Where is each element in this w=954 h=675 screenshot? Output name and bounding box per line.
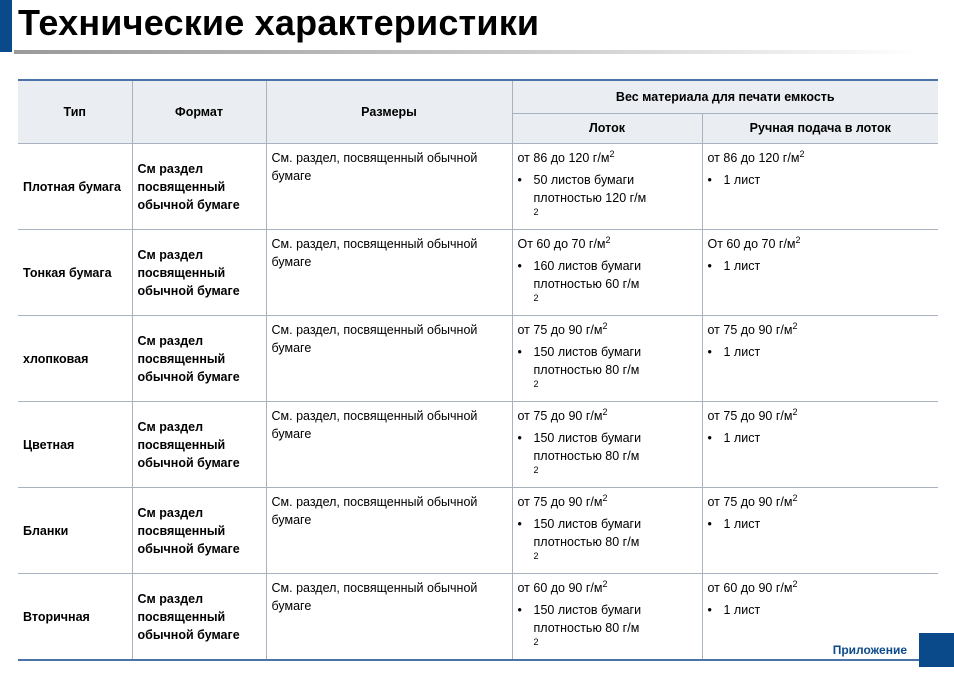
manual-bullet-text: • 1 лист bbox=[723, 430, 761, 445]
format-line: посвященный bbox=[137, 523, 226, 538]
tray-range bbox=[518, 493, 697, 511]
manual-bullet-text: • 1 лист bbox=[723, 602, 761, 617]
tray-bullet-line-2 bbox=[534, 533, 697, 569]
superscript: 2 bbox=[792, 492, 798, 503]
manual-range-text: От 60 до 70 г/м bbox=[707, 236, 796, 251]
cell-format bbox=[132, 401, 266, 487]
title-underline bbox=[14, 50, 919, 54]
cell-format bbox=[132, 229, 266, 315]
cell-sizes: См. раздел, посвященный обычной бумаге bbox=[266, 229, 512, 315]
tray-bullet-line-1: • 150 листов бумаги bbox=[533, 430, 642, 445]
superscript: 2 bbox=[605, 234, 611, 245]
manual-range bbox=[708, 493, 934, 511]
footer-section-label: Приложение bbox=[832, 643, 907, 657]
cell-type: Вторичная bbox=[18, 573, 132, 660]
manual-bullet-text: • 1 лист bbox=[723, 258, 761, 273]
tray-range bbox=[518, 149, 697, 167]
cell-tray bbox=[512, 315, 702, 401]
cell-format bbox=[132, 143, 266, 229]
superscript: 2 bbox=[602, 320, 608, 331]
format-line: посвященный bbox=[137, 437, 226, 452]
manual-bullet bbox=[708, 257, 934, 275]
superscript: 2 bbox=[799, 148, 805, 159]
cell-sizes: См. раздел, посвященный обычной бумаге bbox=[266, 143, 512, 229]
page-number-block bbox=[919, 633, 954, 667]
cell-tray bbox=[512, 573, 702, 660]
tray-bullet-line-2 bbox=[534, 189, 697, 225]
manual-bullet bbox=[708, 171, 934, 189]
superscript: 2 bbox=[533, 206, 539, 217]
tray-bullet bbox=[518, 601, 697, 655]
superscript: 2 bbox=[602, 406, 608, 417]
tray-range bbox=[518, 407, 697, 425]
cell-sizes: См. раздел, посвященный обычной бумаге bbox=[266, 401, 512, 487]
superscript: 2 bbox=[533, 636, 539, 647]
header-weight-group: Вес материала для печати емкость bbox=[512, 80, 938, 113]
manual-bullet-text: • 1 лист bbox=[723, 344, 761, 359]
cell-manual bbox=[702, 229, 938, 315]
cell-type: Бланки bbox=[18, 487, 132, 573]
superscript: 2 bbox=[602, 492, 608, 503]
superscript: 2 bbox=[792, 406, 798, 417]
cell-sizes: См. раздел, посвященный обычной бумаге bbox=[266, 487, 512, 573]
table-row bbox=[18, 229, 938, 315]
format-line: См раздел bbox=[137, 161, 204, 176]
format-line: обычной бумаге bbox=[137, 455, 240, 470]
format-line: См раздел bbox=[137, 247, 204, 262]
cell-tray bbox=[512, 143, 702, 229]
cell-sizes: См. раздел, посвященный обычной бумаге bbox=[266, 573, 512, 660]
tray-bullet bbox=[518, 429, 697, 483]
tray-bullet-line-2-text: плотностью 60 г/м bbox=[533, 276, 640, 291]
manual-bullet-text: • 1 лист bbox=[723, 172, 761, 187]
cell-format bbox=[132, 315, 266, 401]
table-row bbox=[18, 487, 938, 573]
manual-bullet bbox=[708, 429, 934, 447]
table-body bbox=[18, 143, 938, 660]
superscript: 2 bbox=[602, 578, 608, 589]
tray-range-text: от 75 до 90 г/м bbox=[517, 494, 603, 509]
format-line: См раздел bbox=[137, 505, 204, 520]
table-row bbox=[18, 401, 938, 487]
format-line: посвященный bbox=[137, 351, 226, 366]
tray-bullet-line-1: • 150 листов бумаги bbox=[533, 602, 642, 617]
superscript: 2 bbox=[533, 550, 539, 561]
cell-tray bbox=[512, 487, 702, 573]
format-line: обычной бумаге bbox=[137, 369, 240, 384]
tray-range-text: От 60 до 70 г/м bbox=[517, 236, 606, 251]
cell-format bbox=[132, 487, 266, 573]
tray-bullet-line-2-text: плотностью 80 г/м bbox=[533, 362, 640, 377]
cell-manual bbox=[702, 487, 938, 573]
tray-range-text: от 86 до 120 г/м bbox=[517, 150, 610, 165]
manual-bullet bbox=[708, 515, 934, 533]
manual-range bbox=[708, 321, 934, 339]
format-line: посвященный bbox=[137, 609, 226, 624]
tray-bullet bbox=[518, 171, 697, 225]
manual-range-text: от 75 до 90 г/м bbox=[707, 494, 793, 509]
tray-bullet-line-2 bbox=[534, 361, 697, 397]
table-row bbox=[18, 143, 938, 229]
tray-range-text: от 75 до 90 г/м bbox=[517, 408, 603, 423]
format-line: обычной бумаге bbox=[137, 541, 240, 556]
header-format: Формат bbox=[132, 80, 266, 143]
superscript: 2 bbox=[792, 578, 798, 589]
format-line: посвященный bbox=[137, 265, 226, 280]
tray-bullet-line-1: • 150 листов бумаги bbox=[533, 516, 642, 531]
format-line: См раздел bbox=[137, 333, 204, 348]
cell-sizes: См. раздел, посвященный обычной бумаге bbox=[266, 315, 512, 401]
tray-range bbox=[518, 235, 697, 253]
tray-bullet-line-1: • 160 листов бумаги bbox=[533, 258, 642, 273]
tray-range bbox=[518, 321, 697, 339]
cell-type: Тонкая бумага bbox=[18, 229, 132, 315]
tray-bullet-line-2 bbox=[534, 619, 697, 655]
manual-range-text: от 60 до 90 г/м bbox=[707, 580, 793, 595]
tray-range bbox=[518, 579, 697, 597]
header-sizes: Размеры bbox=[266, 80, 512, 143]
tray-bullet-line-2 bbox=[534, 275, 697, 311]
header-type: Тип bbox=[18, 80, 132, 143]
tray-bullet-line-2-text: плотностью 80 г/м bbox=[533, 448, 640, 463]
superscript: 2 bbox=[609, 148, 615, 159]
cell-tray bbox=[512, 401, 702, 487]
tray-bullet bbox=[518, 257, 697, 311]
format-line: посвященный bbox=[137, 179, 226, 194]
tray-bullet-line-2-text: плотностью 120 г/м bbox=[533, 190, 647, 205]
format-line: обычной бумаге bbox=[137, 283, 240, 298]
superscript: 2 bbox=[795, 234, 801, 245]
table-row bbox=[18, 315, 938, 401]
page-title: Технические характеристики bbox=[18, 2, 540, 43]
spec-table bbox=[18, 79, 938, 661]
title-accent-bar bbox=[0, 0, 12, 52]
superscript: 2 bbox=[792, 320, 798, 331]
header-manual: Ручная подача в лоток bbox=[702, 113, 938, 143]
cell-tray bbox=[512, 229, 702, 315]
superscript: 2 bbox=[533, 464, 539, 475]
manual-range-text: от 86 до 120 г/м bbox=[707, 150, 800, 165]
tray-bullet bbox=[518, 515, 697, 569]
format-line: См раздел bbox=[137, 419, 204, 434]
tray-bullet-line-1: • 150 листов бумаги bbox=[533, 344, 642, 359]
cell-manual bbox=[702, 315, 938, 401]
superscript: 2 bbox=[533, 378, 539, 389]
table-row bbox=[18, 573, 938, 660]
manual-bullet bbox=[708, 343, 934, 361]
superscript: 2 bbox=[533, 292, 539, 303]
manual-bullet-text: • 1 лист bbox=[723, 516, 761, 531]
manual-range bbox=[708, 579, 934, 597]
cell-type: хлопковая bbox=[18, 315, 132, 401]
cell-type: Цветная bbox=[18, 401, 132, 487]
manual-range-text: от 75 до 90 г/м bbox=[707, 322, 793, 337]
tray-bullet-line-2 bbox=[534, 447, 697, 483]
manual-bullet bbox=[708, 601, 934, 619]
format-line: обычной бумаге bbox=[137, 197, 240, 212]
tray-bullet-line-2-text: плотностью 80 г/м bbox=[533, 534, 640, 549]
format-line: См раздел bbox=[137, 591, 204, 606]
tray-range-text: от 60 до 90 г/м bbox=[517, 580, 603, 595]
cell-type: Плотная бумага bbox=[18, 143, 132, 229]
manual-range bbox=[708, 407, 934, 425]
format-line: обычной бумаге bbox=[137, 627, 240, 642]
cell-manual bbox=[702, 401, 938, 487]
tray-range-text: от 75 до 90 г/м bbox=[517, 322, 603, 337]
tray-bullet-line-2-text: плотностью 80 г/м bbox=[533, 620, 640, 635]
tray-bullet-line-1: • 50 листов бумаги bbox=[533, 172, 635, 187]
cell-format bbox=[132, 573, 266, 660]
cell-manual bbox=[702, 143, 938, 229]
tray-bullet bbox=[518, 343, 697, 397]
manual-range-text: от 75 до 90 г/м bbox=[707, 408, 793, 423]
header-tray: Лоток bbox=[512, 113, 702, 143]
manual-range bbox=[708, 149, 934, 167]
manual-range bbox=[708, 235, 934, 253]
